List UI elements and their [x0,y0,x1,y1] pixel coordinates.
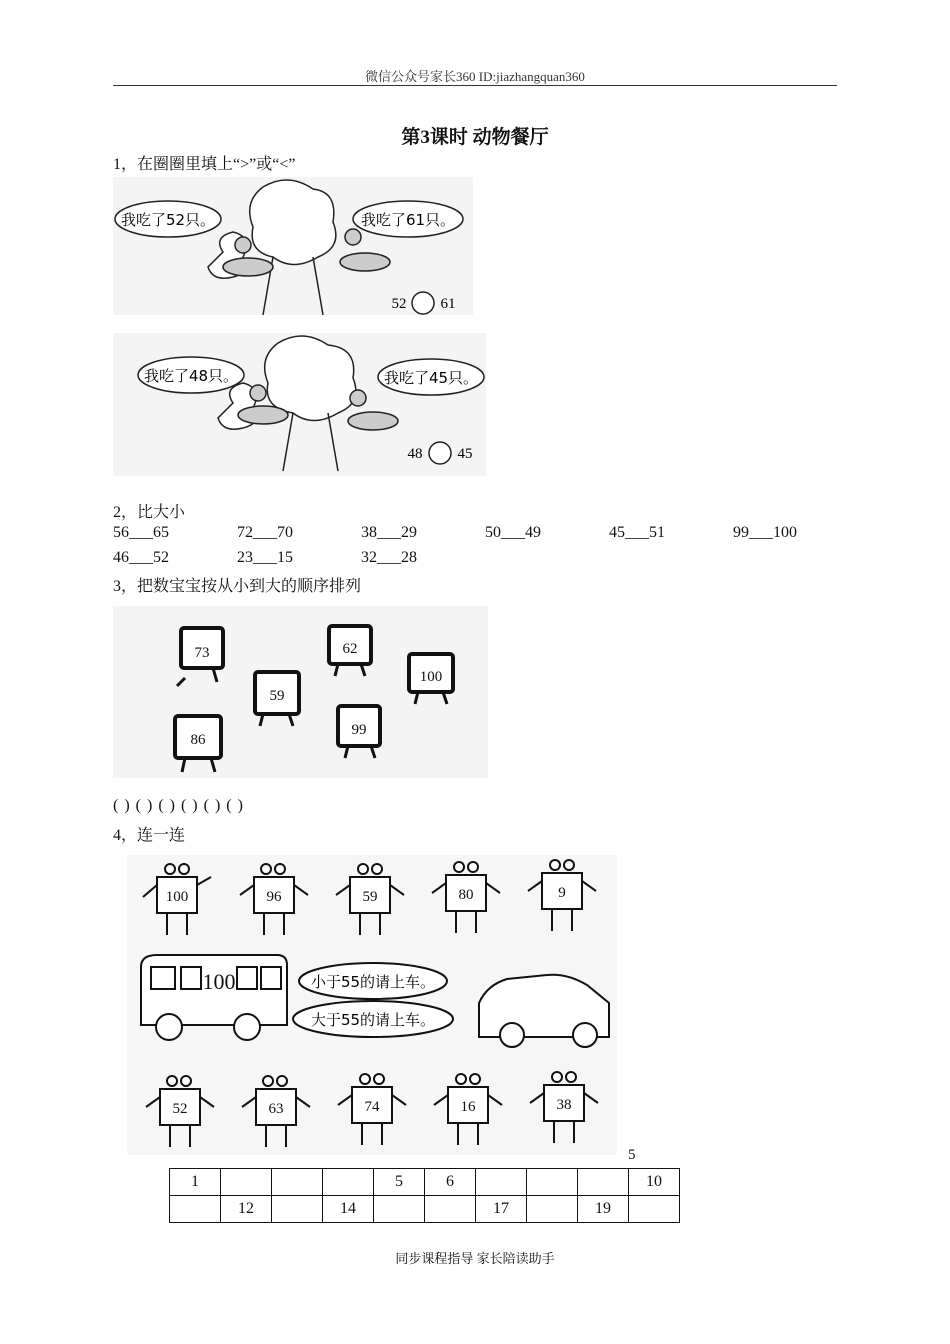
connect-picture [127,855,617,1155]
svg-text:86: 86 [190,732,206,748]
grid-cell[interactable] [527,1169,578,1196]
svg-text:100: 100 [419,669,443,685]
question-4-label: 4，连一连 [113,827,186,844]
page-number: 5 [628,1147,636,1163]
grid-cell[interactable]: 12 [221,1196,272,1223]
grid-cell[interactable]: 14 [323,1196,374,1223]
answer-circle[interactable] [429,442,451,464]
svg-text:16: 16 [460,1099,476,1115]
svg-text:9: 9 [558,885,566,901]
svg-text:73: 73 [194,645,210,661]
grid-row [170,1196,680,1223]
svg-text:59: 59 [269,688,285,704]
bubble-left-text: 我吃了48只。 [143,367,239,385]
svg-text:96: 96 [266,889,282,905]
compare-item[interactable]: 46___52 [113,549,169,566]
compare-left-number: 52 [391,296,407,312]
number-babies-picture [113,606,488,778]
compare-item[interactable]: 72___70 [237,524,293,541]
compare-item[interactable]: 50___49 [485,524,541,541]
grid-cell[interactable]: 1 [170,1169,221,1196]
number-grid [169,1168,680,1223]
compare-item[interactable]: 45___51 [609,524,665,541]
compare-item[interactable]: 38___29 [361,524,417,541]
svg-text:38: 38 [556,1097,572,1113]
svg-text:74: 74 [364,1099,380,1115]
svg-text:80: 80 [458,887,474,903]
svg-text:52: 52 [172,1101,188,1117]
compare-left-number: 48 [407,446,423,462]
grid-cell[interactable] [272,1196,323,1223]
compare-row-2 [113,549,485,567]
svg-text:63: 63 [268,1101,284,1117]
compare-row-1 [113,524,857,542]
compare-item[interactable]: 23___15 [237,549,293,566]
grid-cell[interactable] [578,1169,629,1196]
grid-cell[interactable]: 5 [374,1169,425,1196]
compare-item[interactable]: 32___28 [361,549,417,566]
header-rule [113,85,837,86]
page-footer: 同步课程指导 家长陪读助手 [395,1251,555,1266]
svg-text:100: 100 [202,969,236,994]
grid-cell[interactable] [272,1169,323,1196]
bubble-top-text: 小于55的请上车。 [310,973,436,991]
bubble-right-text: 我吃了61只。 [360,211,456,229]
grid-cell[interactable]: 19 [578,1196,629,1223]
answer-circle[interactable] [412,292,434,314]
bubble-right-text: 我吃了45只。 [383,369,479,387]
svg-text:100: 100 [165,889,189,905]
grid-cell[interactable] [527,1196,578,1223]
bubble-left-text: 我吃了52只。 [120,211,216,229]
compare-right-number: 61 [440,296,456,312]
page-header: 微信公众号家长360 ID:jiazhangquan360 [365,69,585,84]
grid-cell[interactable] [425,1196,476,1223]
lesson-title: 第3课时 动物餐厅 [401,127,549,148]
grid-cell[interactable] [476,1169,527,1196]
tree-birds-picture-1 [113,177,473,315]
svg-text:62: 62 [342,641,358,657]
grid-cell[interactable]: 6 [425,1169,476,1196]
grid-row [170,1169,680,1196]
compare-item[interactable]: 56___65 [113,524,169,541]
grid-cell[interactable] [374,1196,425,1223]
compare-item[interactable]: 99___100 [733,524,797,541]
question-3-label: 3，把数宝宝按从小到大的顺序排列 [113,578,362,595]
grid-cell[interactable]: 17 [476,1196,527,1223]
question-2-label: 2，比大小 [113,504,186,521]
grid-cell[interactable] [629,1196,680,1223]
bubble-bottom-text: 大于55的请上车。 [310,1011,436,1029]
question-1-label: 1，在圈圈里填上“>”或“<” [113,156,296,173]
grid-cell[interactable]: 10 [629,1169,680,1196]
answer-parentheses[interactable]: ( ) ( ) ( ) ( ) ( ) ( ) [113,797,244,814]
svg-text:99: 99 [351,722,367,738]
grid-cell[interactable] [323,1169,374,1196]
tree-birds-picture-2 [113,333,486,476]
grid-cell[interactable] [221,1169,272,1196]
grid-cell[interactable] [170,1196,221,1223]
svg-text:59: 59 [362,889,378,905]
compare-right-number: 45 [457,446,473,462]
